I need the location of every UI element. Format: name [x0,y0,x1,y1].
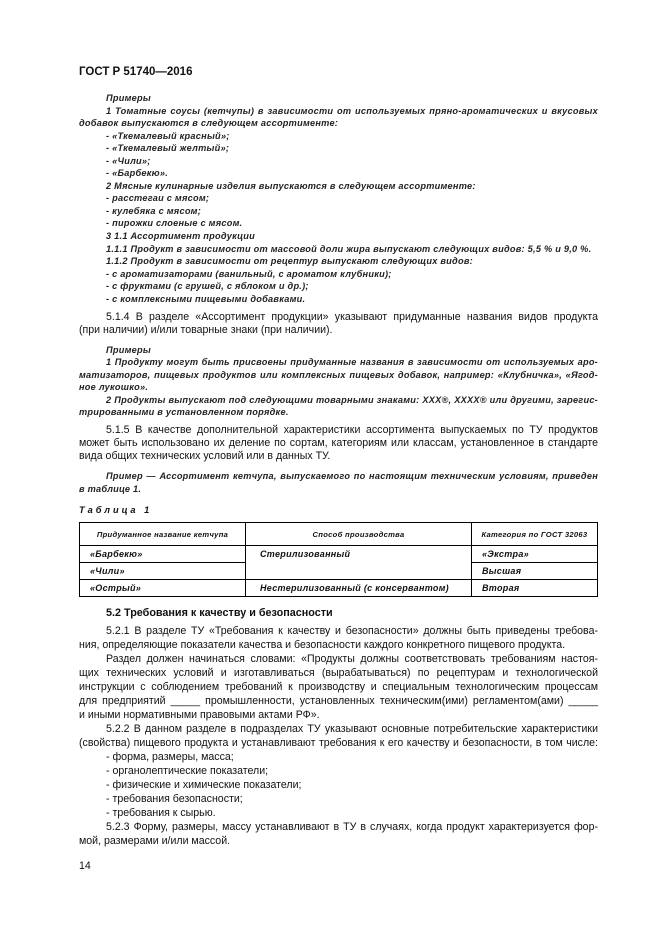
section-heading: 5.2 Требования к качеству и безопасности [106,607,333,619]
text-line: и иными нормативными правовыми актами РФ». [79,709,320,721]
text-line: щих технических условий и изготавливаться (вырабатываться) по рецептурам и технологической [79,667,598,679]
column-header: Способ производства [246,523,472,546]
text-line: - с комплексными пищевыми добавками. [106,293,306,304]
text-line: матизаторов, пищевых продуктов или комплексных пищевых добавок, например: «Клубничка», «Ягод- [79,369,598,380]
text-line: трированными в установленном порядке. [79,406,289,417]
text-line: 1 Томатные соусы (кетчупы) в зависимости от используемых пряно-ароматических и вкусовых [106,105,598,116]
text-line: 2 Мясные кулинарные изделия выпускаются в следующем ассортименте: [106,180,476,191]
text-line: - требования безопасности; [106,793,243,805]
paragraph-5-1-5 [79,424,598,464]
text-line: ное лукошко». [79,382,149,393]
text-line: 5.1.5 В качестве дополнительной характеристики ассортимента выпускаемых по ТУ продуктов [106,424,598,436]
page-number: 14 [79,860,91,872]
text-line: Примеры [106,93,151,103]
text-line: 5.2.2 В данном разделе в подразделах ТУ указывают основные потребительские характеристики [106,723,598,735]
text-line: в таблице 1. [79,484,142,494]
table-caption: Таблица 1 [79,505,153,515]
table-row [80,546,598,563]
text-line: Примеры [106,345,151,355]
document-header: ГОСТ Р 51740—2016 [79,66,193,78]
column-header: Категория по ГОСТ 32063 [472,523,598,546]
table-cell-name: «Чили» [80,563,246,580]
ketchup-assortment-table [79,522,598,597]
text-line: - «Барбекю». [106,168,169,179]
text-line: - с фруктами (с грушей, с яблоком и др.); [106,281,309,292]
text-line: мой, размерами и/или массой. [79,835,231,847]
table-cell-name: «Острый» [80,580,246,597]
text-line: 1.1.2 Продукт в зависимости от рецептур выпускают следующих видов: [106,256,473,267]
text-line: 5.2.1 В разделе ТУ «Требования к качеству и безопасности» должны быть приведены требова- [106,625,598,637]
text-line: - кулебяка с мясом; [106,205,202,216]
table-cell-category: «Экстра» [472,546,598,563]
text-line: (при наличии) и/или товарные знаки (при наличии). [79,324,333,337]
example-note [79,470,598,496]
paragraph-5-1-4 [79,311,598,338]
text-line: - с ароматизаторами (ванильный, с ароматом клубники); [106,268,392,279]
text-line: - органолептические показатели; [106,765,269,777]
text-line: 1.1.1 Продукт в зависимости от массовой доли жира выпускают следующих видов: 5,5 % и 9,0 %. [106,243,592,254]
table-cell-method: Стерилизованный [246,546,472,580]
text-line: вида общих технических условий или в данных ТУ. [79,450,331,463]
text-line: (свойства) пищевого продукта и устанавливают требования к его качеству и безопасности, в том числе: [79,737,598,749]
table-cell-category: Высшая [472,563,598,580]
text-line: 2 Продукты выпускают под следующими товарными знаками: XXX®, XXXX® или другими, зарегис- [106,394,598,405]
text-line: добавок выпускаются в следующем ассортименте: [79,118,339,129]
text-line: ния, определяющие показатели качества и безопасности каждого конкретного пищевого продукта. [79,639,566,651]
text-line: может быть использовано их деление по сортам, категориям или классам, установленное в стандарте [79,437,598,450]
table-cell-category: Вторая [472,580,598,597]
text-line: - требования к сырью. [106,807,216,819]
text-line: Раздел должен начинаться словами: «Продукты должны соответствовать требованиям настоя- [106,653,598,665]
text-line: 1 Продукту могут быть присвоены придуманные названия в зависимости от используемых аро- [106,357,598,368]
examples-block-1 [79,92,598,305]
text-line: 3 1.1 Ассортимент продукции [106,231,255,242]
text-line: - расстегаи с мясом; [106,193,210,204]
text-line: - «Чили»; [106,155,151,166]
table-row [80,580,598,597]
text-line: 5.1.4 В разделе «Ассортимент продукции» указывают придуманные названия видов продукта [106,311,598,323]
section-5-2-body [79,624,598,848]
text-line: инструкции с соблюдением требований к производству и специальным технологическим процессам [79,681,598,693]
text-line: - форма, размеры, масса; [106,751,234,763]
text-line: для предприятий _____ промышленности, установленных техническим(ими) регламентом(ами) _____ [79,695,598,707]
text-line: - пирожки слоеные с мясом. [106,218,243,229]
text-line: - «Ткемалевый красный»; [106,130,230,141]
table-cell-method: Нестерилизованный (с консервантом) [246,580,472,597]
text-line: - «Ткемалевый желтый»; [106,143,230,154]
column-header: Придуманное название кетчупа [80,523,246,546]
text-line: Пример — Ассортимент кетчупа, выпускаемого по настоящим техническим условиям, приведен [106,471,598,481]
table-cell-name: «Барбекю» [80,546,246,563]
text-line: - физические и химические показатели; [106,779,302,791]
examples-block-2 [79,344,598,418]
text-line: 5.2.3 Форму, размеры, массу устанавливают в ТУ в случаях, когда продукт характеризуется фор- [106,821,598,833]
